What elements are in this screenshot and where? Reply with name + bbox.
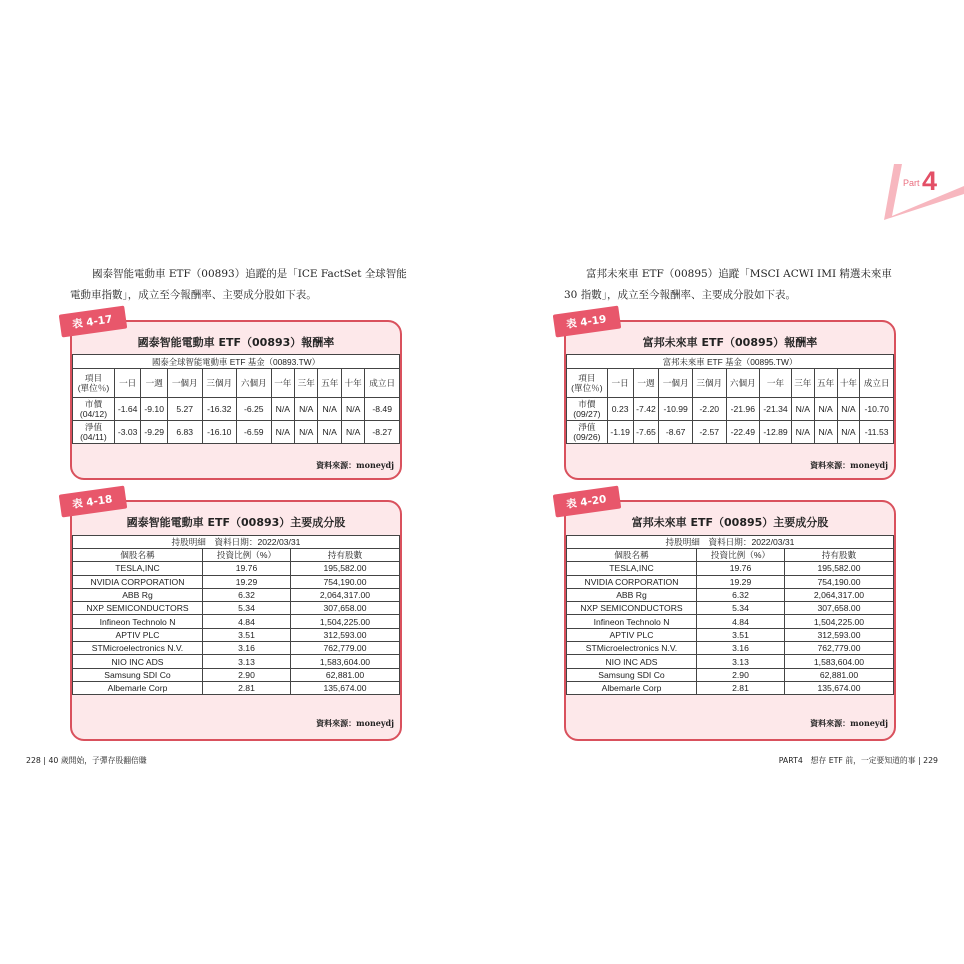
weight-cell: 4.84 — [697, 615, 785, 628]
column-header: 十年 — [837, 369, 860, 398]
column-header: 一週 — [141, 369, 168, 398]
table-cell: N/A — [318, 421, 341, 444]
weight-cell: 19.29 — [697, 575, 785, 588]
table-row — [567, 642, 894, 655]
stock-name: Albemarle Corp — [567, 681, 697, 694]
table-cell: N/A — [295, 398, 318, 421]
table-cell: -8.49 — [365, 398, 400, 421]
table-title: 國泰智能電動車 ETF（00893）主要成分股 — [126, 516, 346, 529]
shares-cell: 1,583,604.00 — [785, 655, 894, 668]
table-cell: -2.20 — [692, 398, 726, 421]
stock-name: STMicroelectronics N.V. — [73, 642, 203, 655]
table-cell: -16.32 — [202, 398, 237, 421]
shares-cell: 2,064,317.00 — [291, 588, 400, 601]
table-cell: -8.27 — [365, 421, 400, 444]
column-header: 一個月 — [167, 369, 202, 398]
holdings-table — [566, 535, 894, 695]
table-row — [73, 602, 400, 615]
table-cell: N/A — [791, 421, 814, 444]
table-row — [567, 615, 894, 628]
table-cell: -16.10 — [202, 421, 237, 444]
weight-cell: 3.51 — [697, 628, 785, 641]
table-cell: -8.67 — [659, 421, 693, 444]
part-number: 4 — [922, 166, 938, 196]
table-cell: N/A — [271, 421, 294, 444]
table-caption: 持股明細 資料日期：2022/03/31 — [567, 536, 894, 549]
table-tag: 表 4-19 — [553, 305, 622, 337]
table-cell: -9.10 — [141, 398, 168, 421]
weight-cell: 19.76 — [203, 562, 291, 575]
table-caption: 持股明細 資料日期：2022/03/31 — [73, 536, 400, 549]
row-label: 淨值 (04/11) — [73, 421, 115, 444]
weight-cell: 3.16 — [697, 642, 785, 655]
table-row — [73, 615, 400, 628]
table-tag: 表 4-17 — [59, 305, 128, 337]
returns-table — [72, 354, 400, 444]
shares-cell: 2,064,317.00 — [785, 588, 894, 601]
column-header: 一週 — [633, 369, 659, 398]
shares-cell: 307,658.00 — [785, 602, 894, 615]
column-header: 持有股數 — [785, 549, 894, 562]
source-note: 資料來源：moneydj — [316, 718, 394, 728]
weight-cell: 5.34 — [203, 602, 291, 615]
intro-paragraph — [564, 264, 909, 306]
table-row — [567, 398, 894, 421]
weight-cell: 3.16 — [203, 642, 291, 655]
shares-cell: 195,582.00 — [291, 562, 400, 575]
weight-cell: 3.51 — [203, 628, 291, 641]
table-cell: -10.99 — [659, 398, 693, 421]
table-cell: -21.34 — [760, 398, 792, 421]
column-header: 持有股數 — [291, 549, 400, 562]
stock-name: NIO INC ADS — [73, 655, 203, 668]
column-header: 個股名稱 — [567, 549, 697, 562]
table-row — [567, 421, 894, 444]
returns-table-box — [70, 313, 402, 480]
shares-cell: 62,881.00 — [291, 668, 400, 681]
stock-name: TESLA,INC — [73, 562, 203, 575]
page-footer: 228 | 40 歲開始，子彈存股翻倍賺 — [26, 756, 147, 765]
column-header: 成立日 — [860, 369, 894, 398]
table-row — [73, 562, 400, 575]
column-header: 投資比例（%） — [203, 549, 291, 562]
weight-cell: 19.29 — [203, 575, 291, 588]
weight-cell: 2.81 — [203, 681, 291, 694]
shares-cell: 312,593.00 — [291, 628, 400, 641]
table-cell: N/A — [295, 421, 318, 444]
table-row — [567, 668, 894, 681]
stock-name: NVIDIA CORPORATION — [567, 575, 697, 588]
table-cell: -10.70 — [860, 398, 894, 421]
column-header: 六個月 — [237, 369, 272, 398]
row-label: 市價 (09/27) — [567, 398, 608, 421]
stock-name: Samsung SDI Co — [567, 668, 697, 681]
table-row — [567, 655, 894, 668]
column-header: 三年 — [791, 369, 814, 398]
stock-name: ABB Rg — [73, 588, 203, 601]
table-row — [73, 421, 400, 444]
stock-name: NIO INC ADS — [567, 655, 697, 668]
table-row — [73, 575, 400, 588]
intro-line: 富邦未來車 ETF（00895）追蹤「MSCI ACWI IMI 精選未來車 — [586, 268, 892, 280]
stock-name: Infineon Technolo N — [73, 615, 203, 628]
column-header: 六個月 — [726, 369, 760, 398]
table-row — [73, 398, 400, 421]
table-cell: -7.42 — [633, 398, 659, 421]
column-header: 一個月 — [659, 369, 693, 398]
table-cell: 5.27 — [167, 398, 202, 421]
holdings-table — [72, 535, 400, 695]
table-row — [567, 588, 894, 601]
table-row — [73, 681, 400, 694]
returns-table — [566, 354, 894, 444]
table-cell: N/A — [271, 398, 294, 421]
shares-cell: 135,674.00 — [785, 681, 894, 694]
stock-name: TESLA,INC — [567, 562, 697, 575]
header-item-cell: 項目 (單位％) — [73, 369, 115, 398]
shares-cell: 135,674.00 — [291, 681, 400, 694]
column-header: 一年 — [760, 369, 792, 398]
intro-line: 國泰智能電動車 ETF（00893）追蹤的是「ICE FactSet 全球智能 — [92, 268, 407, 280]
table-row — [567, 562, 894, 575]
weight-cell: 2.90 — [697, 668, 785, 681]
column-header: 三個月 — [692, 369, 726, 398]
column-header: 一日 — [607, 369, 633, 398]
table-cell: -2.57 — [692, 421, 726, 444]
stock-name: NXP SEMICONDUCTORS — [567, 602, 697, 615]
intro-line: 30 指數」，成立至今報酬率、主要成分股如下表。 — [564, 289, 796, 301]
table-row — [73, 588, 400, 601]
holdings-table-box — [564, 493, 896, 741]
stock-name: Albemarle Corp — [73, 681, 203, 694]
stock-name: APTIV PLC — [567, 628, 697, 641]
table-row — [73, 655, 400, 668]
header-item-cell: 項目 (單位％) — [567, 369, 608, 398]
table-title: 富邦未來車 ETF（00895）主要成分股 — [631, 516, 829, 529]
shares-cell: 762,779.00 — [291, 642, 400, 655]
column-header: 五年 — [814, 369, 837, 398]
table-row — [567, 602, 894, 615]
table-cell: -12.89 — [760, 421, 792, 444]
stock-name: NVIDIA CORPORATION — [73, 575, 203, 588]
table-tag: 表 4-18 — [59, 485, 128, 517]
table-row — [73, 668, 400, 681]
table-cell: N/A — [814, 421, 837, 444]
weight-cell: 6.32 — [203, 588, 291, 601]
table-cell: 6.83 — [167, 421, 202, 444]
table-title: 富邦未來車 ETF（00895）報酬率 — [642, 336, 818, 349]
table-row — [73, 628, 400, 641]
right-page — [482, 0, 964, 964]
shares-cell: 195,582.00 — [785, 562, 894, 575]
column-header: 五年 — [318, 369, 341, 398]
table-cell: -1.19 — [607, 421, 633, 444]
table-cell: N/A — [341, 421, 364, 444]
intro-line: 電動車指數」，成立至今報酬率、主要成分股如下表。 — [70, 289, 317, 301]
shares-cell: 307,658.00 — [291, 602, 400, 615]
column-header: 一日 — [114, 369, 141, 398]
row-label: 市價 (04/12) — [73, 398, 115, 421]
shares-cell: 754,190.00 — [785, 575, 894, 588]
weight-cell: 3.13 — [697, 655, 785, 668]
table-cell: -9.29 — [141, 421, 168, 444]
column-header: 三個月 — [202, 369, 237, 398]
table-caption: 富邦未來車 ETF 基金（00895.TW） — [567, 355, 894, 369]
weight-cell: 19.76 — [697, 562, 785, 575]
table-cell: -22.49 — [726, 421, 760, 444]
table-cell: -11.53 — [860, 421, 894, 444]
weight-cell: 2.81 — [697, 681, 785, 694]
table-cell: -7.65 — [633, 421, 659, 444]
column-header: 一年 — [271, 369, 294, 398]
weight-cell: 3.13 — [203, 655, 291, 668]
stock-name: STMicroelectronics N.V. — [567, 642, 697, 655]
column-header: 十年 — [341, 369, 364, 398]
column-header: 個股名稱 — [73, 549, 203, 562]
table-cell: -6.59 — [237, 421, 272, 444]
shares-cell: 62,881.00 — [785, 668, 894, 681]
stock-name: NXP SEMICONDUCTORS — [73, 602, 203, 615]
page-footer: PART4 想存 ETF 前，一定要知道的事 | 229 — [778, 756, 938, 765]
table-row — [567, 628, 894, 641]
source-note: 資料來源：moneydj — [810, 718, 888, 728]
table-cell: -3.03 — [114, 421, 141, 444]
table-cell: -1.64 — [114, 398, 141, 421]
weight-cell: 4.84 — [203, 615, 291, 628]
source-note: 資料來源：moneydj — [316, 460, 394, 470]
column-header: 投資比例（%） — [697, 549, 785, 562]
stock-name: Samsung SDI Co — [73, 668, 203, 681]
shares-cell: 1,504,225.00 — [291, 615, 400, 628]
stock-name: APTIV PLC — [73, 628, 203, 641]
holdings-table-box — [70, 493, 402, 741]
weight-cell: 5.34 — [697, 602, 785, 615]
shares-cell: 754,190.00 — [291, 575, 400, 588]
row-label: 淨值 (09/26) — [567, 421, 608, 444]
table-row — [73, 642, 400, 655]
stock-name: ABB Rg — [567, 588, 697, 601]
shares-cell: 1,583,604.00 — [291, 655, 400, 668]
intro-paragraph — [70, 264, 415, 306]
part-label: Part — [903, 178, 920, 188]
table-caption: 國泰全球智能電動車 ETF 基金（00893.TW） — [73, 355, 400, 369]
table-row — [567, 575, 894, 588]
shares-cell: 312,593.00 — [785, 628, 894, 641]
source-note: 資料來源：moneydj — [810, 460, 888, 470]
column-header: 三年 — [295, 369, 318, 398]
weight-cell: 6.32 — [697, 588, 785, 601]
table-title: 國泰智能電動車 ETF（00893）報酬率 — [137, 336, 335, 349]
table-cell: N/A — [837, 398, 860, 421]
table-row — [567, 681, 894, 694]
returns-table-box — [564, 313, 896, 480]
table-cell: -21.96 — [726, 398, 760, 421]
table-tag: 表 4-20 — [553, 485, 622, 517]
table-cell: N/A — [837, 421, 860, 444]
shares-cell: 762,779.00 — [785, 642, 894, 655]
table-cell: N/A — [341, 398, 364, 421]
shares-cell: 1,504,225.00 — [785, 615, 894, 628]
table-cell: N/A — [791, 398, 814, 421]
table-cell: N/A — [318, 398, 341, 421]
table-cell: N/A — [814, 398, 837, 421]
table-cell: -6.25 — [237, 398, 272, 421]
weight-cell: 2.90 — [203, 668, 291, 681]
column-header: 成立日 — [365, 369, 400, 398]
stock-name: Infineon Technolo N — [567, 615, 697, 628]
table-cell: 0.23 — [607, 398, 633, 421]
